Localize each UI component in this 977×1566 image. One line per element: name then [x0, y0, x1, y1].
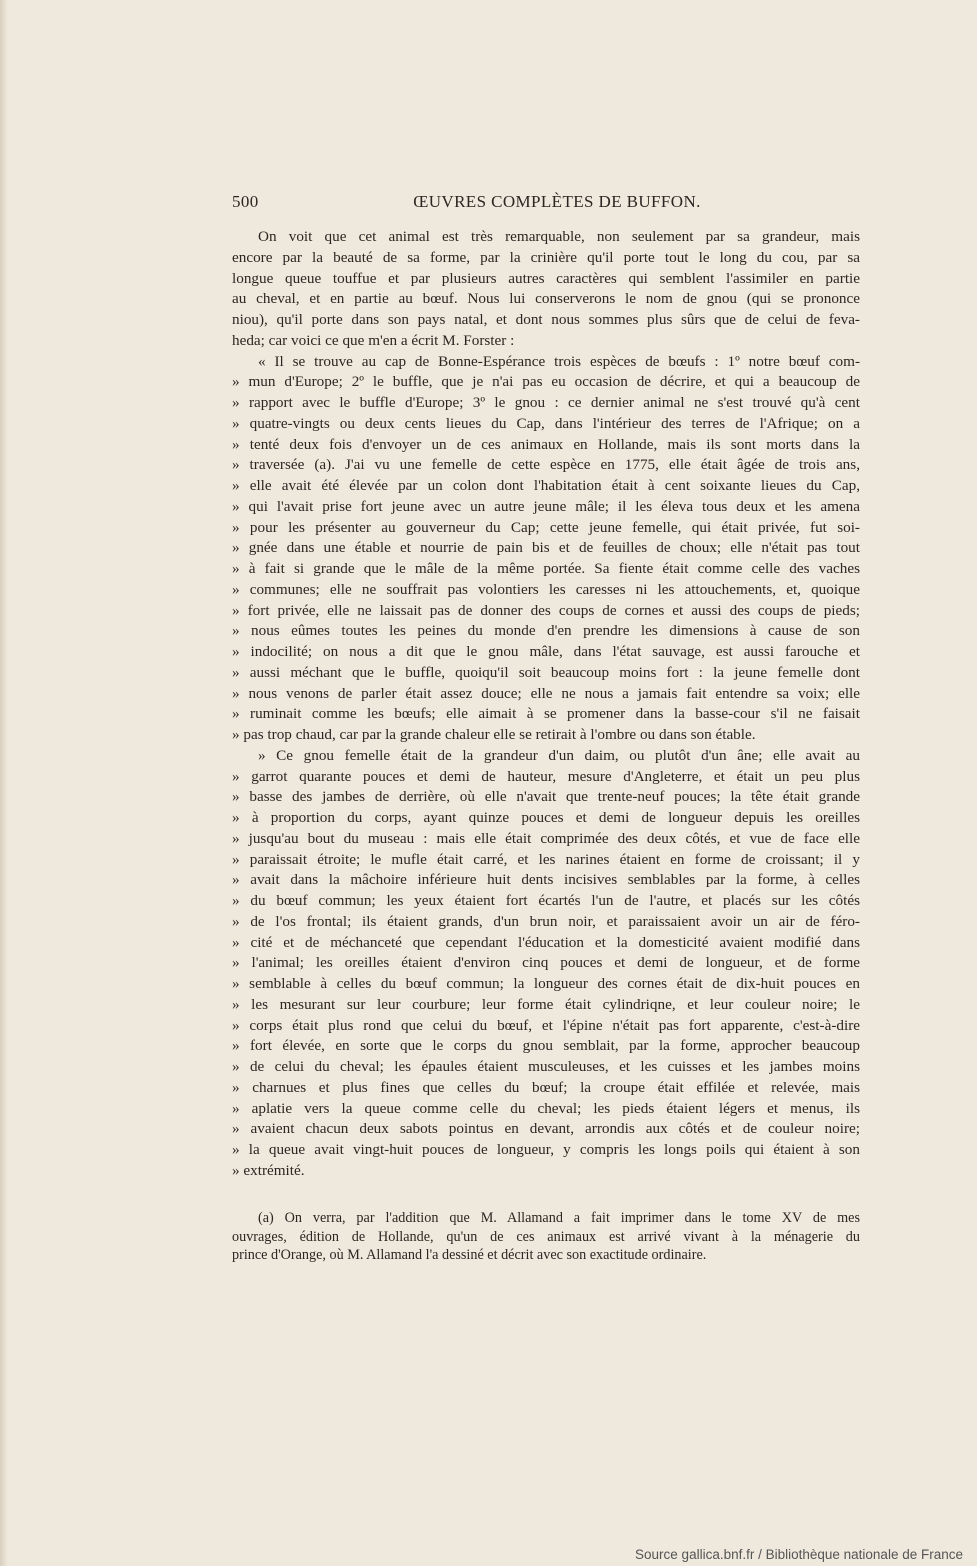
- text-line: » Ce gnou femelle était de la grandeur d'un daim, ou plutôt d'un âne; elle avait au: [258, 746, 860, 764]
- text-line: » du bœuf commun; les yeux étaient fort écartés l'un de l'autre, et placés sur les côtés: [232, 892, 860, 909]
- text-line: » basse des jambes de derrière, où elle n'avait que trente-neuf pouces; la tête était grande: [232, 788, 860, 806]
- text-line: On voit que cet animal est très remarquable, non seulement par sa grandeur, mais: [258, 228, 860, 245]
- text-line: » avaient chacun deux sabots pointus en devant, arrondis aux côtés et de couleur noire;: [232, 1120, 860, 1138]
- text-line: » à proportion du corps, ayant quinze pouces et demi de longueur depuis les oreilles: [232, 809, 860, 826]
- text-line: » garrot quarante pouces et demi de hauteur, mesure d'Angleterre, et était un peu plus: [232, 767, 860, 785]
- text-line: » indocilité; on nous a dit que le gnou mâle, dans l'état sauvage, est aussi farouche et: [232, 643, 860, 660]
- footnote-line: ouvrages, édition de Hollande, qu'un de ces animaux est arrivé vivant à la ménagerie du: [232, 1228, 860, 1245]
- footnote-line: (a) On verra, par l'addition que M. Allamand a fait imprimer dans le tome XV de mes: [258, 1210, 860, 1226]
- text-line: » fort élevée, en sorte que le corps du gnou semblait, par la forme, approcher beaucoup: [232, 1037, 860, 1055]
- body-text: [232, 227, 860, 1182]
- text-line: » aussi méchant que le buffle, quoiqu'il soit beaucoup moins fort : la jeune femelle dont: [232, 663, 860, 681]
- text-line: au cheval, et en partie au bœuf. Nous lui conserverons le nom de gnou (qui se prononce: [232, 290, 860, 308]
- text-line: » mun d'Europe; 2º le buffle, que je n'ai pas eu occasion de décrire, et qui a beaucoup de: [232, 373, 860, 391]
- text-line: » cité et de méchanceté que cependant l'éducation et la domesticité avaient modifié dans: [232, 933, 860, 951]
- text-line: » pour les présenter au gouverneur du Cap; cette jeune femelle, qui était privée, fut soi-: [232, 518, 860, 536]
- text-line: » elle avait été élevée par un colon dont l'habitation était à cent soixante lieues du Cap,: [232, 477, 860, 494]
- text-line: » quatre-vingts ou deux cents lieues du Cap, dans l'intérieur des terres de l'Afrique; on a: [232, 414, 860, 432]
- text-line: » extrémité.: [232, 1161, 305, 1179]
- text-line: » charnues et plus fines que celles du bœuf; la croupe était effilée et relevée, mais: [232, 1078, 860, 1096]
- text-line: » semblable à celles du bœuf commun; la longueur des cornes était de dix-huit pouces en: [232, 975, 860, 992]
- text-line: » de celui du cheval; les épaules étaient musculeuses, et les cuisses et les jambes moins: [232, 1058, 860, 1075]
- text-line: » pas trop chaud, car par la grande chaleur elle se retirait à l'ombre ou dans son étable.: [232, 726, 756, 743]
- text-line: « Il se trouve au cap de Bonne-Espérance trois espèces de bœufs : 1º notre bœuf com-: [258, 352, 860, 370]
- text-line: » jusqu'au bout du museau : mais elle était comprimée des deux côtés, et vue de face elle: [232, 829, 860, 847]
- text-line: niou), qu'il porte dans son pays natal, et dont nous sommes plus sûrs que de celui de feva-: [232, 311, 860, 328]
- text-line: encore par la beauté de sa forme, par la crinière qu'il porte tout le long du cou, par sa: [232, 248, 860, 266]
- text-line: » nous venons de parler était assez douce; elle ne nous a jamais fait entendre sa voix; elle: [232, 684, 860, 702]
- text-line: » ruminait comme les bœufs; elle aimait à se promener dans la basse-cour s'il ne faisait: [232, 705, 860, 723]
- text-line: » aplatie vers la queue comme celle du cheval; les pieds étaient légers et menus, ils: [232, 1099, 860, 1117]
- text-line: » les mesurant sur leur courbure; leur forme était cylindriqne, et leur couleur noire; le: [232, 995, 860, 1013]
- text-line: » la queue avait vingt-huit pouces de longueur, y compris les longs poils qui étaient à son: [232, 1141, 860, 1158]
- text-line: » avait dans la mâchoire inférieure huit dents incisives semblables par la forme, à celles: [232, 871, 860, 889]
- running-title: ŒUVRES COMPLÈTES DE BUFFON.: [413, 192, 701, 211]
- text-line: » paraissait étroite; le mufle était carré, et les narines étaient en forme de croissant; il y: [232, 850, 860, 868]
- text-line: » gnée dans une étable et nourrie de pain bis et de feuilles de choux; elle n'était pas tout: [232, 539, 860, 557]
- footnote-line: prince d'Orange, où M. Allamand l'a dessiné et décrit avec son exactitude ordinaire.: [232, 1247, 707, 1264]
- text-line: » tenté deux fois d'envoyer un de ces animaux en Hollande, mais ils sont morts dans la: [232, 435, 860, 453]
- text-line: » nous eûmes toutes les peines du monde d'en prendre les dimensions à cause de son: [232, 622, 860, 640]
- text-line: » l'animal; les oreilles étaient d'environ cinq pouces et demi de longueur, et de forme: [232, 954, 860, 972]
- source-credit: Source gallica.bnf.fr / Bibliothèque nationale de France: [635, 1547, 963, 1562]
- text-line: » de l'os frontal; ils étaient grands, d'un brun noir, et paraissaient avoir un air de féro-: [232, 912, 860, 930]
- footnote: [232, 1209, 860, 1265]
- text-line: » communes; elle ne souffrait pas volontiers les caresses ni les attouchements, et, quoique: [232, 580, 860, 598]
- text-line: » corps était plus rond que celui du bœuf, et l'épine n'était pas fort apparente, c'est-à-dire: [232, 1016, 860, 1034]
- text-line: » fort privée, elle ne laissait pas de donner des coups de cornes et aussi des coups de pieds;: [232, 601, 860, 619]
- text-line: » traversée (a). J'ai vu une femelle de cette espèce en 1775, elle était âgée de trois ans,: [232, 456, 860, 474]
- text-line: » qui l'avait prise fort jeune avec un autre jeune mâle; il les éleva tous deux et les amena: [232, 497, 860, 515]
- text-line: heda; car voici ce que m'en a écrit M. Forster :: [232, 331, 515, 349]
- text-line: longue queue touffue et par plusieurs autres caractères qui semblent l'assimiler en partie: [232, 269, 860, 287]
- page-number: 500: [232, 192, 259, 211]
- text-line: » à fait si grande que le mâle de la même portée. Sa fiente était comme celle des vaches: [232, 560, 860, 577]
- text-line: » rapport avec le buffle d'Europe; 3º le gnou : ce dernier animal ne s'est trouvé qu'à cent: [232, 394, 860, 411]
- page-gutter: [0, 0, 8, 1566]
